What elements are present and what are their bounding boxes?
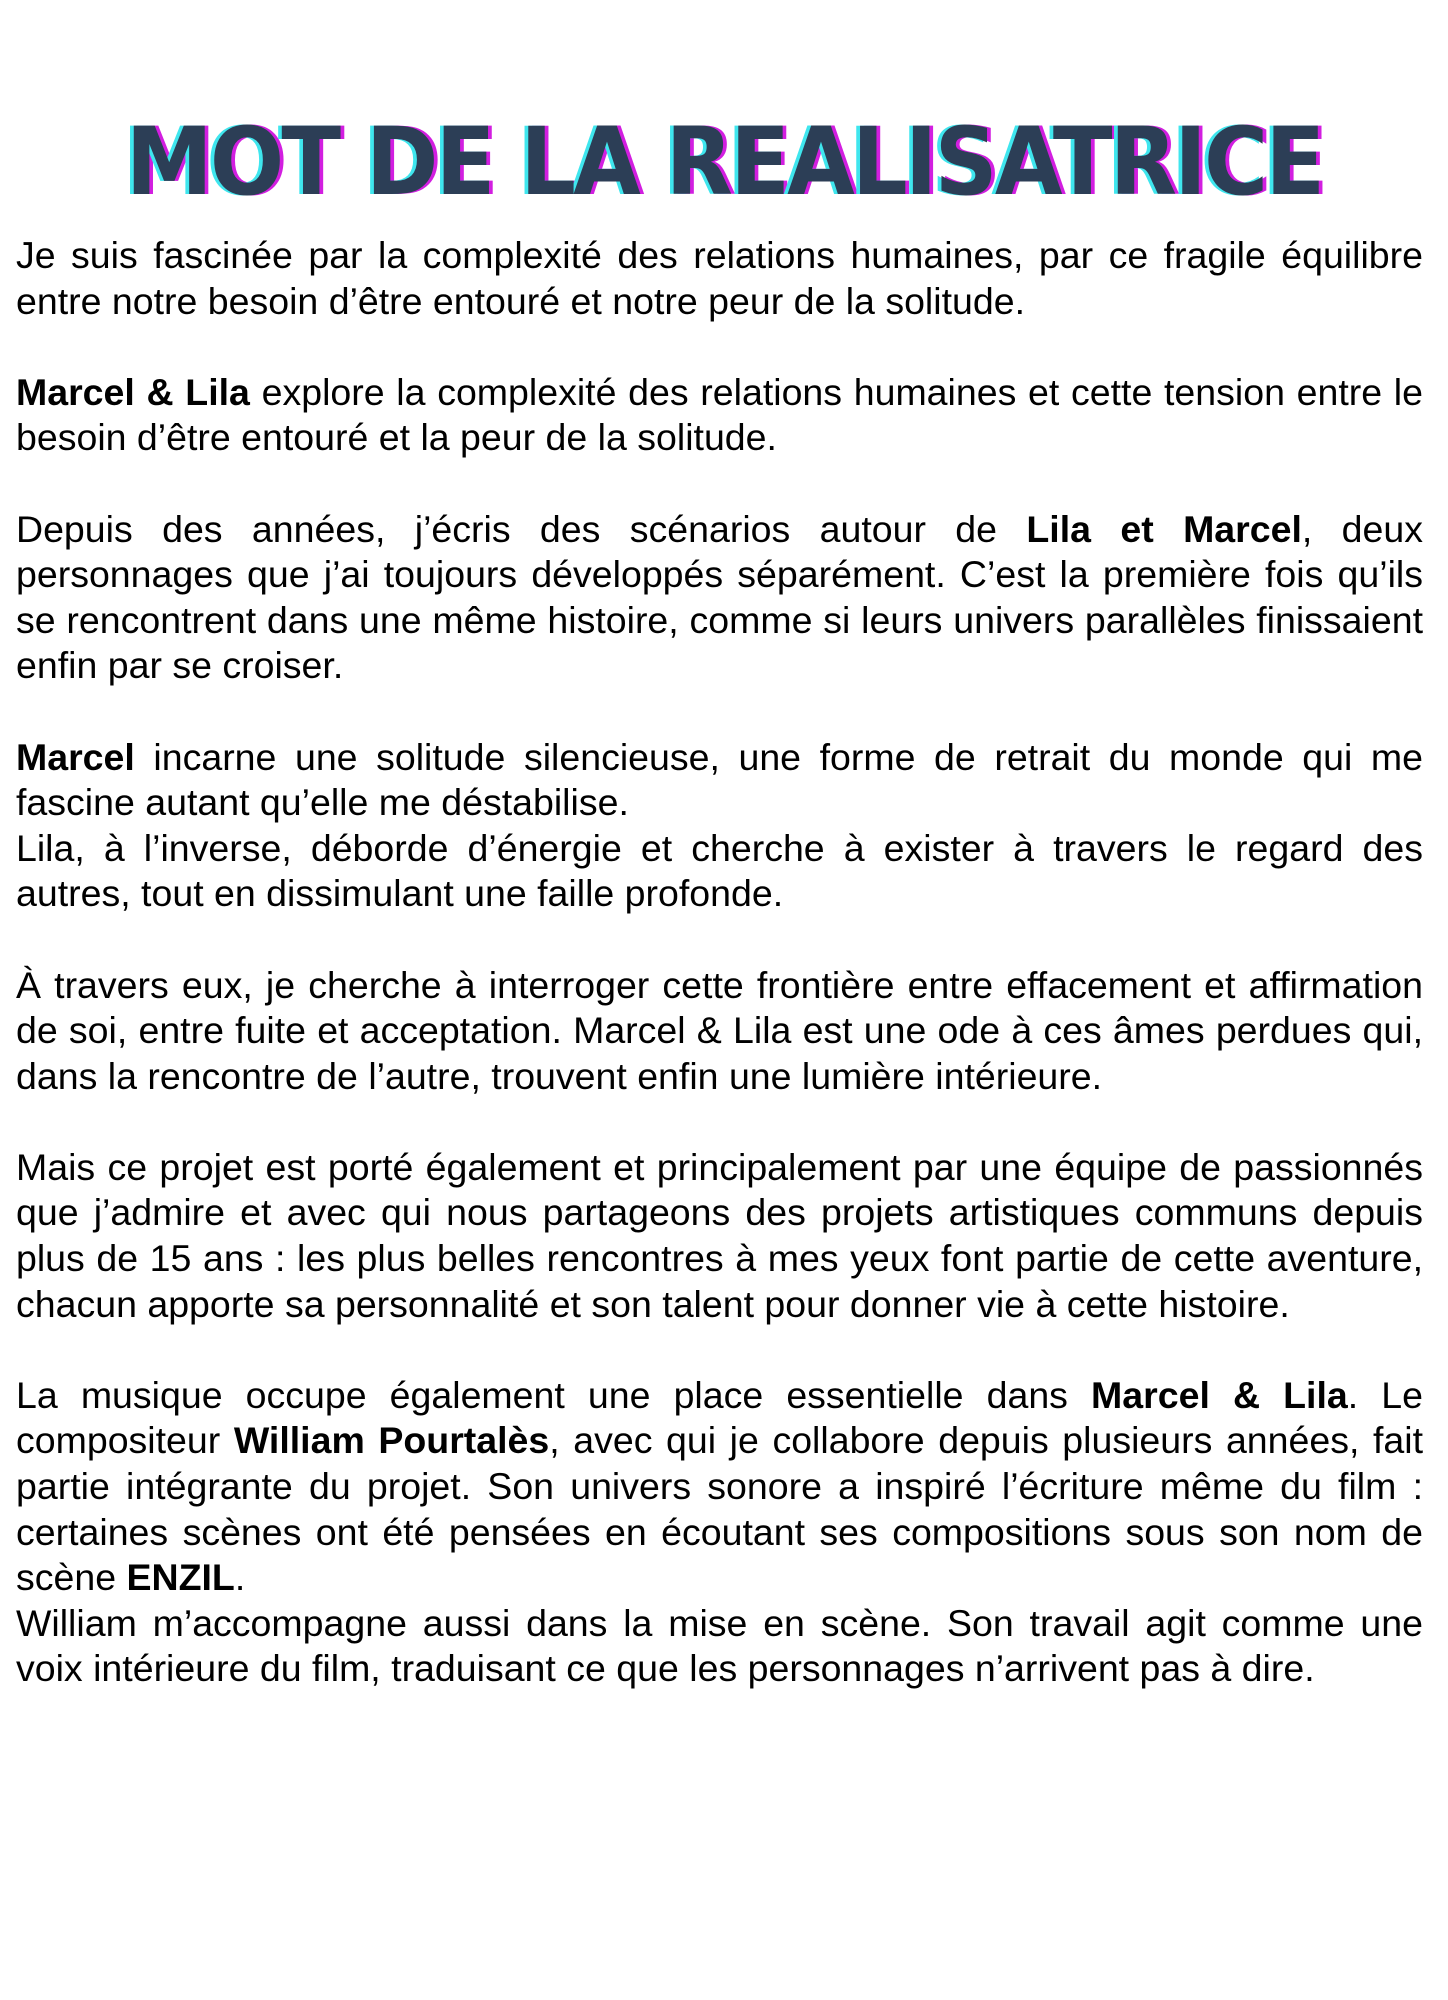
- paragraph-1: [16, 233, 1423, 324]
- director-statement-body: [16, 233, 1423, 1738]
- character-name-emphasis: Marcel: [16, 735, 135, 778]
- paragraph-2: [16, 370, 1423, 461]
- paragraph-text: À travers eux, je cherche à interroger cette frontière entre effacement et affirmation de soi, entre fuite et acceptation. Marcel & Lila est une ode à ces âmes perdues qui, dans la rencontre de l’autre, trouvent enfin une lumière intérieure.: [16, 963, 1423, 1097]
- paragraph-text: explore la complexité des relations humaines et cette tension entre le besoin d’être entouré et la peur de la solitude.: [16, 370, 1423, 459]
- paragraph-first-part: [16, 735, 1423, 826]
- characters-emphasis: Lila et Marcel: [1026, 507, 1302, 550]
- paragraph-text: . Le compositeur: [16, 1373, 1423, 1462]
- paragraph-4: [16, 735, 1423, 917]
- film-title-emphasis: Marcel & Lila: [1091, 1373, 1348, 1416]
- stage-name-emphasis: ENZIL: [126, 1556, 235, 1599]
- paragraph-5: [16, 963, 1423, 1100]
- paragraph-continuation: William m’accompagne aussi dans la mise en scène. Son travail agit comme une voix intérieure du film, traduisant ce que les personnages n’arrivent pas à dire.: [16, 1601, 1423, 1690]
- paragraph-first-part: [16, 1373, 1423, 1601]
- paragraph-6: [16, 1145, 1423, 1327]
- paragraph-text: La musique occupe également une place essentielle dans: [16, 1373, 1092, 1416]
- paragraph-3: [16, 507, 1423, 689]
- paragraph-text: Mais ce projet est porté également et principalement par une équipe de passionnés que j’admire et avec qui nous partageons des projets artistiques communs depuis plus de 15 ans : les plus belles rencontres à mes yeux font partie de cette aventure, chacun apporte sa personnalité et son talent pour donner vie à cette histoire.: [16, 1145, 1423, 1325]
- paragraph-text: incarne une solitude silencieuse, une forme de retrait du monde qui me fascine autant qu’elle me déstabilise.: [16, 735, 1423, 824]
- paragraph-text: .: [234, 1556, 246, 1599]
- film-title-emphasis: Marcel & Lila: [16, 370, 250, 413]
- paragraph-text: , deux personnages que j’ai toujours développés séparément. C’est la première fois qu’ils se rencontrent dans une même histoire, comme si leurs univers parallèles finissaient enfin par se croiser.: [16, 507, 1423, 687]
- paragraph-continuation: Lila, à l’inverse, déborde d’énergie et cherche à exister à travers le regard des autres, tout en dissimulant une faille profonde.: [16, 826, 1423, 915]
- composer-name-emphasis: William Pourtalès: [233, 1419, 550, 1462]
- paragraph-text: , avec qui je collabore depuis plusieurs années, fait partie intégrante du projet. Son univers sonore a inspiré l’écriture même du film : certaines scènes ont été pensées en écoutant ses compositions sous son nom de scène: [16, 1419, 1424, 1599]
- paragraph-7: [16, 1373, 1423, 1692]
- page-title: MOT DE LA REALISATRICE: [125, 107, 1323, 217]
- paragraph-text: Depuis des années, j’écris des scénarios autour de: [16, 507, 1027, 550]
- paragraph-text: Je suis fascinée par la complexité des relations humaines, par ce fragile équilibre entre notre besoin d’être entouré et notre peur de la solitude.: [16, 234, 1423, 322]
